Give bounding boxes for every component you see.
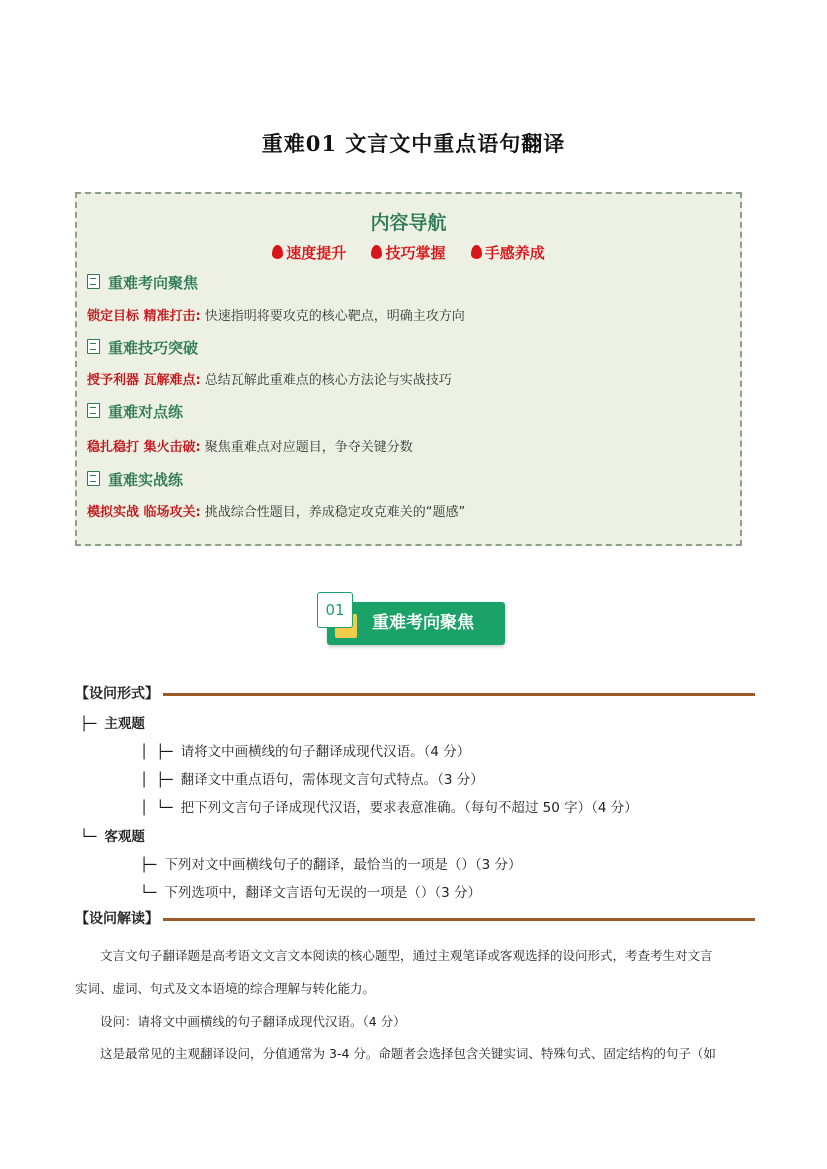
tree-item: └─ 下列选项中，翻译文言语句无误的一项是（）（3 分） bbox=[140, 885, 482, 901]
section-description: 稳扎稳打 集火击破: 聚焦重难点对应题目，争夺关键分数 bbox=[87, 440, 413, 455]
nav-tag: 速度提升 bbox=[272, 244, 346, 262]
badge-number: 01 bbox=[317, 592, 353, 628]
tree-item: ├─ 下列对文中画横线句子的翻译，最恰当的一项是（）（3 分） bbox=[140, 857, 522, 873]
document-icon bbox=[87, 471, 100, 486]
section-badge bbox=[317, 592, 507, 647]
document-icon bbox=[87, 403, 100, 418]
tree-objective: └─ 客观题 bbox=[80, 829, 145, 845]
read-section-title: 【设问解读】 bbox=[75, 908, 161, 928]
section-heading: 重难技巧突破 bbox=[87, 337, 198, 358]
paragraph: 设问：请将文中画横线的句子翻译成现代汉语。（4 分） bbox=[100, 1014, 406, 1029]
nav-tag: 手感养成 bbox=[471, 244, 545, 262]
nav-title: 内容导航 bbox=[370, 212, 447, 234]
form-section-header bbox=[75, 683, 755, 705]
page-title: 重难01 文言文中重点语句翻译 bbox=[261, 131, 566, 156]
section-heading: 重难实战练 bbox=[87, 469, 183, 490]
tree-item: │ ├─ 翻译文中重点语句，需体现文言句式特点。（3 分） bbox=[140, 772, 484, 788]
read-section-header bbox=[75, 908, 755, 930]
paragraph: 这是最常见的主观翻译设问，分值通常为 3-4 分。命题者会选择包含关键实词、特殊句式、固定结构的句子（如 bbox=[100, 1046, 716, 1061]
section-heading: 重难考向聚焦 bbox=[87, 272, 198, 293]
nav-tags bbox=[77, 242, 740, 263]
divider-line bbox=[163, 918, 755, 921]
form-section-title: 【设问形式】 bbox=[75, 683, 161, 703]
section-heading: 重难对点练 bbox=[87, 401, 183, 422]
flame-icon bbox=[471, 245, 482, 259]
content-navigation-panel bbox=[75, 192, 742, 546]
flame-icon bbox=[371, 245, 382, 259]
flame-icon bbox=[272, 245, 283, 259]
section-description: 模拟实战 临场攻关: 挑战综合性题目，养成稳定攻克难关的“题感” bbox=[87, 505, 466, 520]
paragraph: 实词、虚词、句式及文本语境的综合理解与转化能力。 bbox=[75, 981, 376, 996]
divider-line bbox=[163, 693, 755, 696]
nav-tag: 技巧掌握 bbox=[371, 244, 445, 262]
paragraph: 文言文句子翻译题是高考语文文言文本阅读的核心题型，通过主观笔译或客观选择的设问形式，考查考生对文言 bbox=[100, 948, 713, 963]
tree-subjective: ├─ 主观题 bbox=[80, 716, 145, 732]
section-description: 授予利器 瓦解难点: 总结瓦解此重难点的核心方法论与实战技巧 bbox=[87, 373, 452, 388]
document-icon bbox=[87, 274, 100, 289]
document-icon bbox=[87, 339, 100, 354]
tree-item: │ └─ 把下列文言句子译成现代汉语，要求表意准确。（每句不超过 50 字）（4 分） bbox=[140, 800, 638, 816]
tree-item: │ ├─ 请将文中画横线的句子翻译成现代汉语。（4 分） bbox=[140, 744, 471, 760]
section-description: 锁定目标 精准打击: 快速指明将要攻克的核心靶点，明确主攻方向 bbox=[87, 309, 465, 324]
badge-text: 重难考向聚焦 bbox=[372, 613, 474, 633]
